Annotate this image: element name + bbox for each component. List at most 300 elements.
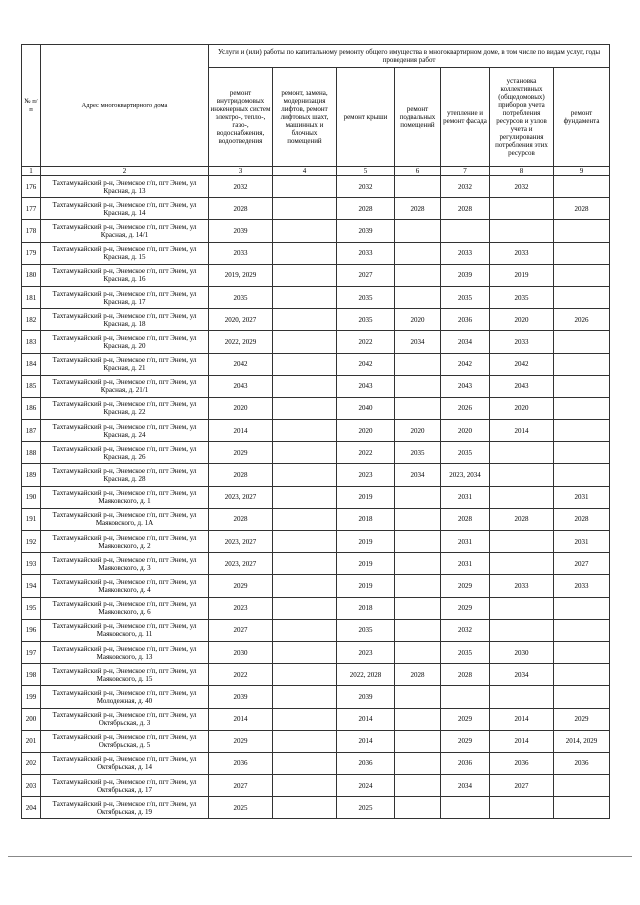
cell-roof: 2023 [337, 641, 395, 663]
cell-meters [490, 597, 554, 619]
cell-engineering-systems: 2032 [209, 176, 273, 198]
table-row [22, 619, 610, 641]
table-row [22, 575, 610, 597]
cell-engineering-systems: 2030 [209, 641, 273, 663]
cell-basement: 2034 [395, 464, 441, 486]
table-row [22, 331, 610, 353]
cell-elevators [273, 708, 337, 730]
cell-engineering-systems: 2023, 2027 [209, 531, 273, 553]
cell-elevators [273, 286, 337, 308]
cell-foundation [554, 641, 610, 663]
cell-engineering-systems: 2033 [209, 242, 273, 264]
cell-basement [395, 708, 441, 730]
cell-foundation [554, 464, 610, 486]
cell-basement: 2035 [395, 442, 441, 464]
cell-engineering-systems: 2028 [209, 464, 273, 486]
cell-engineering-systems: 2020, 2027 [209, 309, 273, 331]
cell-meters [490, 619, 554, 641]
table-row [22, 220, 610, 242]
cell-facade: 2034 [441, 775, 490, 797]
row-number: 203 [22, 775, 41, 797]
table-row [22, 286, 610, 308]
cell-engineering-systems: 2019, 2029 [209, 264, 273, 286]
row-address: Тахтамукайский р-н, Энемское г/п, пгт Энем, ул Красная, д. 18 [41, 309, 209, 331]
cell-elevators [273, 664, 337, 686]
cell-facade: 2029 [441, 708, 490, 730]
cell-foundation [554, 286, 610, 308]
column-numbers-row [22, 167, 610, 176]
row-address: Тахтамукайский р-н, Энемское г/п, пгт Энем, ул Октябрьская, д. 14 [41, 752, 209, 774]
cell-basement: 2028 [395, 198, 441, 220]
row-address: Тахтамукайский р-н, Энемское г/п, пгт Энем, ул Красная, д. 14/1 [41, 220, 209, 242]
cell-foundation [554, 242, 610, 264]
header-services-group: Услуги и (или) работы по капитальному ремонту общего имущества в многоквартирном доме, в том числе по видам услуг, годы проведения работ [209, 45, 610, 68]
table-row [22, 752, 610, 774]
cell-meters: 2019 [490, 264, 554, 286]
row-address: Тахтамукайский р-н, Энемское г/п, пгт Энем, ул Маяковского, д. 1А [41, 508, 209, 530]
cell-facade: 2036 [441, 309, 490, 331]
cell-basement [395, 686, 441, 708]
table-row [22, 508, 610, 530]
cell-meters: 2033 [490, 575, 554, 597]
cell-elevators [273, 420, 337, 442]
cell-engineering-systems: 2023 [209, 597, 273, 619]
cell-elevators [273, 353, 337, 375]
row-number: 192 [22, 531, 41, 553]
row-number: 176 [22, 176, 41, 198]
cell-elevators [273, 730, 337, 752]
cell-roof: 2025 [337, 797, 395, 819]
cell-foundation [554, 775, 610, 797]
cell-engineering-systems: 2028 [209, 508, 273, 530]
cell-elevators [273, 619, 337, 641]
header-engineering-systems: ремонт внутридомовых инженерных систем электро-, тепло-, газо-, водоснабжения, водоотведения [209, 68, 273, 167]
cell-elevators [273, 508, 337, 530]
cell-facade: 2029 [441, 597, 490, 619]
table-row [22, 664, 610, 686]
cell-meters: 2014 [490, 730, 554, 752]
cell-meters [490, 797, 554, 819]
cell-foundation [554, 331, 610, 353]
cell-elevators [273, 752, 337, 774]
cell-roof: 2028 [337, 198, 395, 220]
cell-foundation [554, 420, 610, 442]
cell-roof: 2022, 2028 [337, 664, 395, 686]
table-row [22, 420, 610, 442]
cell-engineering-systems: 2029 [209, 442, 273, 464]
table-row [22, 708, 610, 730]
cell-roof: 2043 [337, 375, 395, 397]
cell-engineering-systems: 2043 [209, 375, 273, 397]
cell-facade: 2033 [441, 242, 490, 264]
row-address: Тахтамукайский р-н, Энемское г/п, пгт Энем, ул Октябрьская, д. 17 [41, 775, 209, 797]
cell-foundation [554, 220, 610, 242]
cell-roof: 2018 [337, 508, 395, 530]
row-address: Тахтамукайский р-н, Энемское г/п, пгт Энем, ул Маяковского, д. 6 [41, 597, 209, 619]
header-elevators: ремонт, замена, модернизация лифтов, ремонт лифтовых шахт, машинных и блочных помещений [273, 68, 337, 167]
cell-roof: 2040 [337, 397, 395, 419]
cell-basement: 2020 [395, 420, 441, 442]
cell-engineering-systems: 2029 [209, 575, 273, 597]
cell-roof: 2014 [337, 730, 395, 752]
cell-engineering-systems: 2027 [209, 775, 273, 797]
table-body [22, 176, 610, 819]
table-row [22, 775, 610, 797]
row-address: Тахтамукайский р-н, Энемское г/п, пгт Энем, ул Красная, д. 21/1 [41, 375, 209, 397]
cell-meters [490, 486, 554, 508]
cell-engineering-systems: 2014 [209, 708, 273, 730]
row-number: 197 [22, 641, 41, 663]
cell-meters: 2020 [490, 309, 554, 331]
column-number: 7 [441, 167, 490, 176]
cell-facade [441, 686, 490, 708]
cell-elevators [273, 464, 337, 486]
cell-foundation [554, 397, 610, 419]
header-address: Адрес многоквартирного дома [41, 45, 209, 167]
cell-engineering-systems: 2025 [209, 797, 273, 819]
cell-meters: 2014 [490, 708, 554, 730]
row-address: Тахтамукайский р-н, Энемское г/п, пгт Энем, ул Маяковского, д. 1 [41, 486, 209, 508]
header-facade: утепление и ремонт фасада [441, 68, 490, 167]
cell-facade [441, 797, 490, 819]
column-number: 1 [22, 167, 41, 176]
row-number: 183 [22, 331, 41, 353]
row-number: 195 [22, 597, 41, 619]
row-number: 184 [22, 353, 41, 375]
cell-foundation: 2031 [554, 486, 610, 508]
cell-facade: 2031 [441, 486, 490, 508]
cell-engineering-systems: 2028 [209, 198, 273, 220]
row-address: Тахтамукайский р-н, Энемское г/п, пгт Энем, ул Красная, д. 14 [41, 198, 209, 220]
cell-roof: 2024 [337, 775, 395, 797]
cell-elevators [273, 797, 337, 819]
cell-foundation: 2036 [554, 752, 610, 774]
row-number: 190 [22, 486, 41, 508]
cell-basement [395, 242, 441, 264]
cell-foundation [554, 686, 610, 708]
table-row [22, 597, 610, 619]
row-address: Тахтамукайский р-н, Энемское г/п, пгт Энем, ул Октябрьская, д. 5 [41, 730, 209, 752]
cell-foundation [554, 797, 610, 819]
cell-elevators [273, 575, 337, 597]
row-address: Тахтамукайский р-н, Энемское г/п, пгт Энем, ул Красная, д. 16 [41, 264, 209, 286]
cell-elevators [273, 597, 337, 619]
cell-basement [395, 486, 441, 508]
cell-facade: 2043 [441, 375, 490, 397]
cell-foundation: 2028 [554, 508, 610, 530]
cell-basement [395, 619, 441, 641]
cell-engineering-systems: 2039 [209, 220, 273, 242]
row-number: 182 [22, 309, 41, 331]
cell-basement [395, 220, 441, 242]
table-row [22, 198, 610, 220]
cell-meters: 2035 [490, 286, 554, 308]
cell-basement [395, 597, 441, 619]
cell-elevators [273, 331, 337, 353]
cell-meters: 2030 [490, 641, 554, 663]
cell-foundation [554, 597, 610, 619]
cell-facade: 2039 [441, 264, 490, 286]
header-number: № п/п [22, 45, 41, 167]
cell-basement [395, 176, 441, 198]
cell-basement [395, 531, 441, 553]
cell-engineering-systems: 2039 [209, 686, 273, 708]
row-address: Тахтамукайский р-н, Энемское г/п, пгт Энем, ул Красная, д. 20 [41, 331, 209, 353]
row-address: Тахтамукайский р-н, Энемское г/п, пгт Энем, ул Красная, д. 26 [41, 442, 209, 464]
row-address: Тахтамукайский р-н, Энемское г/п, пгт Энем, ул Маяковского, д. 13 [41, 641, 209, 663]
cell-basement [395, 264, 441, 286]
cell-elevators [273, 264, 337, 286]
cell-elevators [273, 442, 337, 464]
row-number: 177 [22, 198, 41, 220]
cell-elevators [273, 553, 337, 575]
header-roof: ремонт крыши [337, 68, 395, 167]
row-number: 198 [22, 664, 41, 686]
cell-elevators [273, 242, 337, 264]
cell-engineering-systems: 2023, 2027 [209, 486, 273, 508]
row-number: 193 [22, 553, 41, 575]
cell-meters [490, 198, 554, 220]
cell-meters: 2033 [490, 242, 554, 264]
row-address: Тахтамукайский р-н, Энемское г/п, пгт Энем, ул Маяковского, д. 11 [41, 619, 209, 641]
cell-facade: 2028 [441, 508, 490, 530]
cell-foundation: 2028 [554, 198, 610, 220]
cell-facade: 2020 [441, 420, 490, 442]
cell-engineering-systems: 2027 [209, 619, 273, 641]
cell-basement [395, 286, 441, 308]
table-row [22, 686, 610, 708]
cell-meters: 2014 [490, 420, 554, 442]
cell-engineering-systems: 2036 [209, 752, 273, 774]
cell-foundation [554, 353, 610, 375]
row-number: 180 [22, 264, 41, 286]
cell-roof: 2023 [337, 464, 395, 486]
row-number: 191 [22, 508, 41, 530]
cell-foundation [554, 264, 610, 286]
cell-basement: 2020 [395, 309, 441, 331]
row-number: 201 [22, 730, 41, 752]
table-row [22, 730, 610, 752]
cell-roof: 2022 [337, 331, 395, 353]
cell-roof: 2014 [337, 708, 395, 730]
cell-facade: 2032 [441, 176, 490, 198]
table-row [22, 442, 610, 464]
cell-facade: 2035 [441, 286, 490, 308]
cell-facade: 2042 [441, 353, 490, 375]
cell-elevators [273, 531, 337, 553]
cell-foundation: 2033 [554, 575, 610, 597]
cell-elevators [273, 641, 337, 663]
cell-basement: 2034 [395, 331, 441, 353]
cell-elevators [273, 375, 337, 397]
row-number: 178 [22, 220, 41, 242]
cell-facade: 2036 [441, 752, 490, 774]
table-row [22, 464, 610, 486]
cell-meters [490, 686, 554, 708]
cell-meters: 2027 [490, 775, 554, 797]
cell-meters [490, 464, 554, 486]
cell-basement [395, 730, 441, 752]
cell-foundation: 2014, 2029 [554, 730, 610, 752]
cell-basement: 2028 [395, 664, 441, 686]
cell-meters: 2028 [490, 508, 554, 530]
row-number: 181 [22, 286, 41, 308]
cell-basement [395, 641, 441, 663]
cell-roof: 2019 [337, 531, 395, 553]
column-number: 9 [554, 167, 610, 176]
header-meters: установка коллективных (общедомовых) приборов учета потребления ресурсов и узлов учета и регулирования потребления этих ресурсов [490, 68, 554, 167]
cell-meters [490, 531, 554, 553]
row-address: Тахтамукайский р-н, Энемское г/п, пгт Энем, ул Красная, д. 24 [41, 420, 209, 442]
row-address: Тахтамукайский р-н, Энемское г/п, пгт Энем, ул Красная, д. 28 [41, 464, 209, 486]
cell-roof: 2035 [337, 286, 395, 308]
cell-facade: 2026 [441, 397, 490, 419]
cell-engineering-systems: 2042 [209, 353, 273, 375]
cell-elevators [273, 198, 337, 220]
cell-elevators [273, 397, 337, 419]
column-number: 2 [41, 167, 209, 176]
row-address: Тахтамукайский р-н, Энемское г/п, пгт Энем, ул Маяковского, д. 15 [41, 664, 209, 686]
cell-basement [395, 397, 441, 419]
row-number: 204 [22, 797, 41, 819]
cell-facade: 2028 [441, 664, 490, 686]
cell-meters: 2020 [490, 397, 554, 419]
cell-elevators [273, 309, 337, 331]
row-address: Тахтамукайский р-н, Энемское г/п, пгт Энем, ул Октябрьская, д. 3 [41, 708, 209, 730]
row-address: Тахтамукайский р-н, Энемское г/п, пгт Энем, ул Маяковского, д. 4 [41, 575, 209, 597]
cell-meters [490, 220, 554, 242]
cell-roof: 2032 [337, 176, 395, 198]
cell-foundation: 2026 [554, 309, 610, 331]
cell-meters: 2032 [490, 176, 554, 198]
row-number: 186 [22, 397, 41, 419]
cell-facade: 2032 [441, 619, 490, 641]
row-number: 179 [22, 242, 41, 264]
row-number: 185 [22, 375, 41, 397]
row-number: 202 [22, 752, 41, 774]
cell-engineering-systems: 2023, 2027 [209, 553, 273, 575]
table-row [22, 176, 610, 198]
row-number: 188 [22, 442, 41, 464]
cell-basement [395, 575, 441, 597]
row-number: 200 [22, 708, 41, 730]
cell-roof: 2018 [337, 597, 395, 619]
table-row [22, 264, 610, 286]
cell-meters [490, 442, 554, 464]
cell-foundation: 2027 [554, 553, 610, 575]
cell-roof: 2020 [337, 420, 395, 442]
cell-roof: 2033 [337, 242, 395, 264]
cell-basement [395, 353, 441, 375]
cell-elevators [273, 775, 337, 797]
cell-elevators [273, 220, 337, 242]
table-row [22, 375, 610, 397]
cell-facade [441, 220, 490, 242]
cell-roof: 2039 [337, 686, 395, 708]
cell-roof: 2019 [337, 486, 395, 508]
cell-meters: 2042 [490, 353, 554, 375]
row-address: Тахтамукайский р-н, Энемское г/п, пгт Энем, ул Красная, д. 15 [41, 242, 209, 264]
cell-roof: 2042 [337, 353, 395, 375]
column-number: 3 [209, 167, 273, 176]
column-number: 8 [490, 167, 554, 176]
cell-basement [395, 553, 441, 575]
table-row [22, 641, 610, 663]
row-address: Тахтамукайский р-н, Энемское г/п, пгт Энем, ул Октябрьская, д. 19 [41, 797, 209, 819]
cell-roof: 2036 [337, 752, 395, 774]
cell-meters: 2043 [490, 375, 554, 397]
cell-meters: 2034 [490, 664, 554, 686]
table-row [22, 486, 610, 508]
cell-basement [395, 752, 441, 774]
cell-foundation [554, 619, 610, 641]
cell-roof: 2019 [337, 553, 395, 575]
table-row [22, 353, 610, 375]
row-address: Тахтамукайский р-н, Энемское г/п, пгт Энем, ул Маяковского, д. 3 [41, 553, 209, 575]
row-address: Тахтамукайский р-н, Энемское г/п, пгт Энем, ул Молодежная, д. 40 [41, 686, 209, 708]
cell-meters: 2036 [490, 752, 554, 774]
cell-basement [395, 375, 441, 397]
cell-foundation [554, 442, 610, 464]
cell-engineering-systems: 2022 [209, 664, 273, 686]
row-number: 187 [22, 420, 41, 442]
cell-engineering-systems: 2029 [209, 730, 273, 752]
cell-foundation: 2031 [554, 531, 610, 553]
cell-facade: 2029 [441, 730, 490, 752]
header-basement: ремонт подвальных помещений [395, 68, 441, 167]
cell-foundation: 2029 [554, 708, 610, 730]
cell-foundation [554, 664, 610, 686]
row-address: Тахтамукайский р-н, Энемское г/п, пгт Энем, ул Красная, д. 17 [41, 286, 209, 308]
cell-elevators [273, 176, 337, 198]
table-row [22, 531, 610, 553]
cell-roof: 2035 [337, 619, 395, 641]
cell-basement [395, 797, 441, 819]
row-number: 189 [22, 464, 41, 486]
cell-facade: 2028 [441, 198, 490, 220]
cell-engineering-systems: 2020 [209, 397, 273, 419]
column-number: 4 [273, 167, 337, 176]
cell-facade: 2031 [441, 553, 490, 575]
cell-roof: 2022 [337, 442, 395, 464]
row-address: Тахтамукайский р-н, Энемское г/п, пгт Энем, ул Красная, д. 13 [41, 176, 209, 198]
cell-elevators [273, 486, 337, 508]
cell-roof: 2019 [337, 575, 395, 597]
header-foundation: ремонт фундамента [554, 68, 610, 167]
table-row [22, 797, 610, 819]
cell-basement [395, 775, 441, 797]
page-bottom-divider [8, 856, 632, 857]
cell-roof: 2039 [337, 220, 395, 242]
cell-facade: 2023, 2034 [441, 464, 490, 486]
cell-basement [395, 508, 441, 530]
table-row [22, 397, 610, 419]
cell-roof: 2027 [337, 264, 395, 286]
cell-facade: 2035 [441, 442, 490, 464]
cell-facade: 2035 [441, 641, 490, 663]
cell-engineering-systems: 2022, 2029 [209, 331, 273, 353]
cell-meters [490, 553, 554, 575]
table-row [22, 309, 610, 331]
row-number: 199 [22, 686, 41, 708]
cell-engineering-systems: 2035 [209, 286, 273, 308]
cell-foundation [554, 375, 610, 397]
row-address: Тахтамукайский р-н, Энемское г/п, пгт Энем, ул Красная, д. 21 [41, 353, 209, 375]
row-address: Тахтамукайский р-н, Энемское г/п, пгт Энем, ул Маяковского, д. 2 [41, 531, 209, 553]
capital-repair-table [21, 44, 610, 819]
cell-facade: 2031 [441, 531, 490, 553]
cell-facade: 2034 [441, 331, 490, 353]
